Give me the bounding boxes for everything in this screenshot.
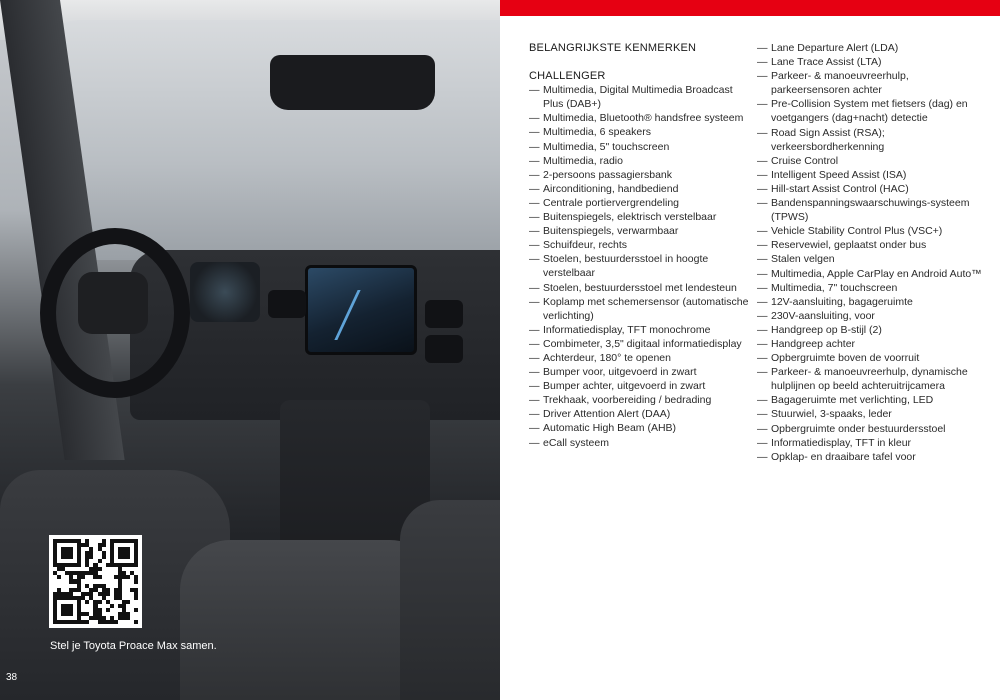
accent-bar — [500, 0, 1000, 16]
feature-item: — Achterdeur, 180° te openen — [529, 351, 749, 365]
feature-item: — Pre-Collision System met fietsers (dag) en voetgangers (dag+nacht) detectie — [757, 97, 987, 125]
qr-code[interactable] — [49, 535, 142, 628]
feature-item: — Cruise Control — [757, 154, 987, 168]
feature-item: — Buitenspiegels, verwarmbaar — [529, 224, 749, 238]
feature-item: — Opbergruimte boven de voorruit — [757, 351, 987, 365]
feature-item: — Multimedia, Digital Multimedia Broadcast Plus (DAB+) — [529, 83, 749, 111]
features-column-1 — [529, 41, 749, 450]
feature-item: — Stoelen, bestuurdersstoel in hoogte verstelbaar — [529, 252, 749, 280]
feature-item: — Multimedia, Apple CarPlay en Android Auto™ — [757, 267, 987, 281]
feature-item: — Trekhaak, voorbereiding / bedrading — [529, 393, 749, 407]
feature-item: — Informatiedisplay, TFT monochrome — [529, 323, 749, 337]
feature-item: — Stuurwiel, 3-spaaks, leder — [757, 407, 987, 421]
feature-item: — Parkeer- & manoeuvreerhulp, dynamische hulplijnen op beeld achteruitrijcamera — [757, 365, 987, 393]
features-column-2 — [757, 41, 987, 464]
rearview-mirror — [270, 55, 435, 110]
instrument-cluster — [190, 262, 260, 322]
feature-item: — Bandenspanningswaarschuwings-systeem (TPWS) — [757, 196, 987, 224]
feature-item: — eCall systeem — [529, 436, 749, 450]
feature-item: — Hill-start Assist Control (HAC) — [757, 182, 987, 196]
feature-item: — Informatiedisplay, TFT in kleur — [757, 436, 987, 450]
feature-item: — Multimedia, 7" touchscreen — [757, 281, 987, 295]
configurator-caption: Stel je Toyota Proace Max samen. — [50, 640, 217, 652]
feature-item: — Multimedia, Bluetooth® handsfree systeem — [529, 111, 749, 125]
multimedia-touchscreen — [305, 265, 417, 355]
air-vent — [425, 300, 463, 328]
feature-item: — Road Sign Assist (RSA); verkeersbordherkenning — [757, 126, 987, 154]
air-vent — [268, 290, 306, 318]
page-number: 38 — [6, 672, 18, 683]
feature-item: — Bumper achter, uitgevoerd in zwart — [529, 379, 749, 393]
feature-item: — Handgreep op B-stijl (2) — [757, 323, 987, 337]
feature-item: — Lane Trace Assist (LTA) — [757, 55, 987, 69]
feature-item: — Multimedia, 6 speakers — [529, 125, 749, 139]
feature-item: — Opbergruimte onder bestuurdersstoel — [757, 422, 987, 436]
feature-item: — Airconditioning, handbediend — [529, 182, 749, 196]
steering-wheel-hub — [78, 272, 148, 334]
feature-item: — Centrale portiervergrendeling — [529, 196, 749, 210]
feature-item: — Handgreep achter — [757, 337, 987, 351]
feature-item: — Lane Departure Alert (LDA) — [757, 41, 987, 55]
qr-code-pattern — [53, 539, 138, 624]
feature-item: — Multimedia, 5" touchscreen — [529, 140, 749, 154]
feature-item: — 230V-aansluiting, voor — [757, 309, 987, 323]
feature-item: — Multimedia, radio — [529, 154, 749, 168]
feature-item: — 2-persoons passagiersbank — [529, 168, 749, 182]
air-vent — [425, 335, 463, 363]
feature-item: — Driver Attention Alert (DAA) — [529, 407, 749, 421]
feature-item: — Vehicle Stability Control Plus (VSC+) — [757, 224, 987, 238]
feature-item: — Opklap- en draaibare tafel voor — [757, 450, 987, 464]
feature-list-1 — [529, 83, 749, 449]
feature-item: — Schuifdeur, rechts — [529, 238, 749, 252]
trim-heading: CHALLENGER — [529, 70, 606, 83]
section-heading: BELANGRIJKSTE KENMERKEN — [529, 42, 697, 54]
feature-item: — Bumper voor, uitgevoerd in zwart — [529, 365, 749, 379]
feature-item: — Intelligent Speed Assist (ISA) — [757, 168, 987, 182]
feature-item: — Bagageruimte met verlichting, LED — [757, 393, 987, 407]
passenger-seat — [400, 500, 500, 700]
feature-list-2 — [757, 41, 987, 464]
feature-item: — 12V-aansluiting, bagageruimte — [757, 295, 987, 309]
feature-item: — Reservewiel, geplaatst onder bus — [757, 238, 987, 252]
feature-item: — Automatic High Beam (AHB) — [529, 421, 749, 435]
feature-item: — Koplamp met schemersensor (automatische verlichting) — [529, 295, 749, 323]
feature-item: — Stalen velgen — [757, 252, 987, 266]
feature-item: — Buitenspiegels, elektrisch verstelbaar — [529, 210, 749, 224]
feature-item: — Parkeer- & manoeuvreerhulp, parkeersensoren achter — [757, 69, 987, 97]
feature-item: — Combimeter, 3,5" digitaal informatiedisplay — [529, 337, 749, 351]
feature-item: — Stoelen, bestuurdersstoel met lendesteun — [529, 281, 749, 295]
